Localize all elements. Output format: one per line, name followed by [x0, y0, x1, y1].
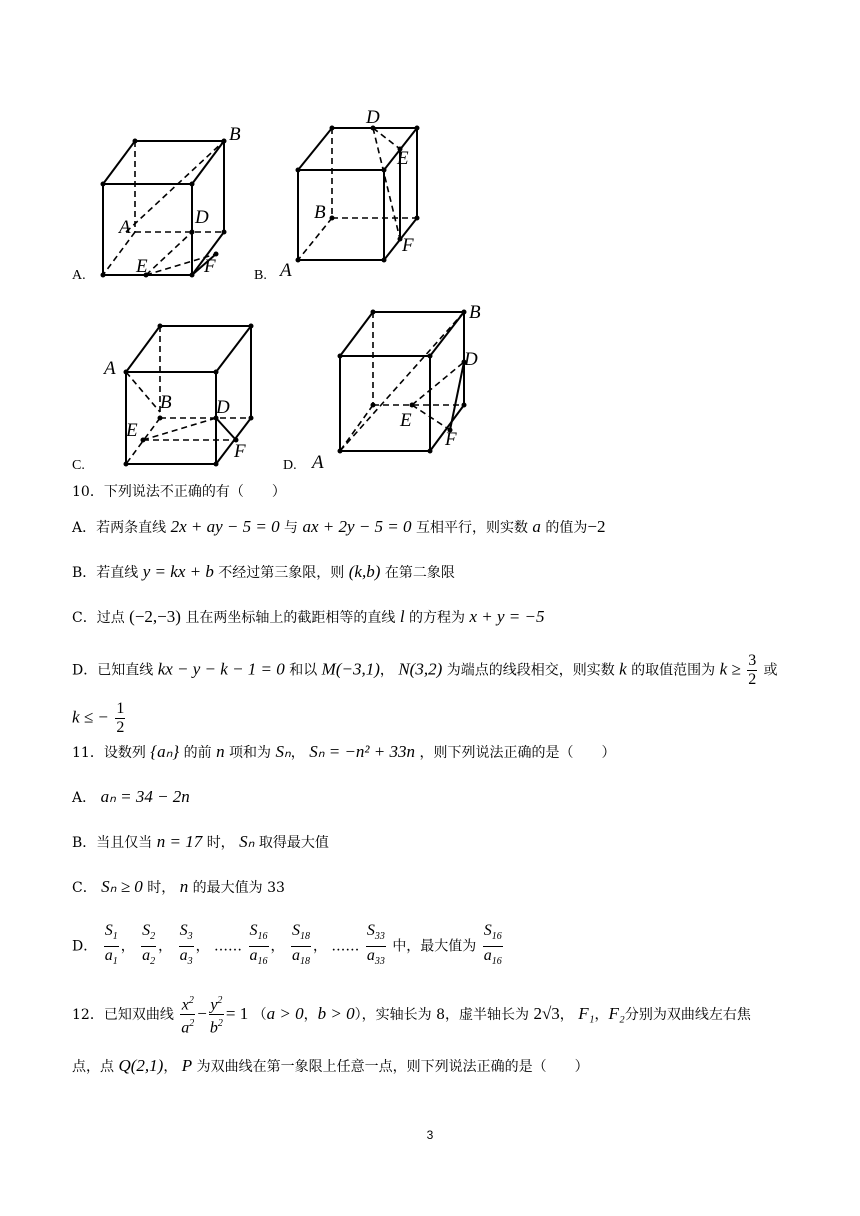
figure-option-label: B. [254, 268, 267, 283]
point-label: F [234, 441, 246, 462]
point-label: E [126, 420, 138, 441]
point-label: B [314, 202, 326, 223]
question-10-option-c: C．过点 (−2,−3) 且在两坐标轴上的截距相等的直线 l 的方程为 x + y = −5 [72, 607, 545, 626]
point-label: D [216, 397, 230, 418]
cube-diagram-c [98, 312, 268, 472]
point-label: F [204, 256, 216, 277]
question-11-option-d: D． $\frac{S_1}{a_1}$ ， $\frac{S_2}{a_2}$ ， $\frac{S_3}{a_3}$ ， …… $\frac{S_{16}}{a_{16}}$ ， $\frac{S_{18}}{a_{18}}$ ， …… $\frac{S_{33}}{a_{33}}$ 中，最大值为 $\frac{S_{16}}{a_{16}}$ [72, 922, 502, 968]
question-10-option-d: D．已知直线 kx − y − k − 1 = 0 和以 M(−3,1)， N(3,2) 为端点的线段相交，则实数 k 的取值范围为 k ≥ $\frac{3}{2}$ 或 [72, 652, 778, 688]
point-label: B [229, 124, 241, 145]
point-label: E [136, 256, 148, 277]
point-label: F [445, 429, 457, 450]
point-label: D [366, 107, 380, 128]
equation: aₙ = 34 − 2n [100, 787, 190, 806]
point-label: F [402, 235, 414, 256]
question-11-option-a: A． aₙ = 34 − 2n [72, 787, 190, 806]
equation: kx − y − k − 1 = 0 [157, 659, 285, 679]
point-label: A [104, 358, 116, 379]
cube-diagram-b [280, 107, 440, 282]
equation: x + y = −5 [469, 607, 545, 626]
equation: Sₙ = −n² + 33n [309, 742, 415, 761]
point-label: B [469, 302, 481, 323]
figure-option-b [280, 107, 440, 282]
figure-option-label: A. [72, 268, 86, 283]
question-10-stem: 10．下列说法不正确的有（ ） [72, 484, 286, 500]
point-label: D [195, 207, 209, 228]
figure-option-c [98, 312, 268, 472]
point-label: E [397, 148, 409, 169]
point-label: A [280, 260, 292, 281]
equation: y = kx + b [142, 562, 214, 581]
equation: ax + 2y − 5 = 0 [302, 517, 412, 536]
point-label: E [400, 410, 412, 431]
cube-diagram-d [312, 298, 492, 473]
cube-diagram-a [96, 122, 256, 282]
question-11-stem: 11．设数列 {aₙ} 的前 n 项和为 Sₙ， Sₙ = −n² + 33n ，则下列说法正确的是（ ） [72, 742, 616, 761]
question-12-stem-continued: 点，点 Q(2,1)， P 为双曲线在第一象限上任意一点，则下列说法正确的是（ ） [72, 1056, 589, 1075]
point-label: D [464, 349, 478, 370]
question-11-option-c: C． Sₙ ≥ 0 时， n 的最大值为 33 [72, 877, 285, 896]
question-10-option-a: A．若两条直线 2x + ay − 5 = 0 与 ax + 2y − 5 = 0 互相平行，则实数 a 的值为−2 [72, 517, 606, 536]
equation: 2x + ay − 5 = 0 [170, 517, 280, 536]
figure-option-d [312, 298, 492, 473]
point-label: A [119, 217, 131, 238]
figure-option-label: C. [72, 458, 85, 473]
point-label: A [312, 452, 324, 473]
figure-option-label: D. [283, 458, 297, 473]
question-12-stem: 12．已知双曲线 $\frac{x^2}{a^2}$ − $\frac{y^2}{b^2}$ = 1 （a > 0，b > 0），实轴长为 8，虚半轴长为 2√3， F₁，F₂分别为双曲线左右焦 [72, 992, 751, 1038]
figure-option-a [96, 122, 256, 282]
question-11-option-b: B．当且仅当 n = 17 时， Sₙ 取得最大值 [72, 832, 329, 851]
page-number: 3 [426, 1128, 434, 1142]
question-10-option-b: B．若直线 y = kx + b 不经过第三象限，则 (k,b) 在第二象限 [72, 562, 455, 581]
question-10-option-d-continued: k ≤ − $\frac{1}{2}$ [72, 700, 125, 736]
point-label: B [160, 392, 172, 413]
